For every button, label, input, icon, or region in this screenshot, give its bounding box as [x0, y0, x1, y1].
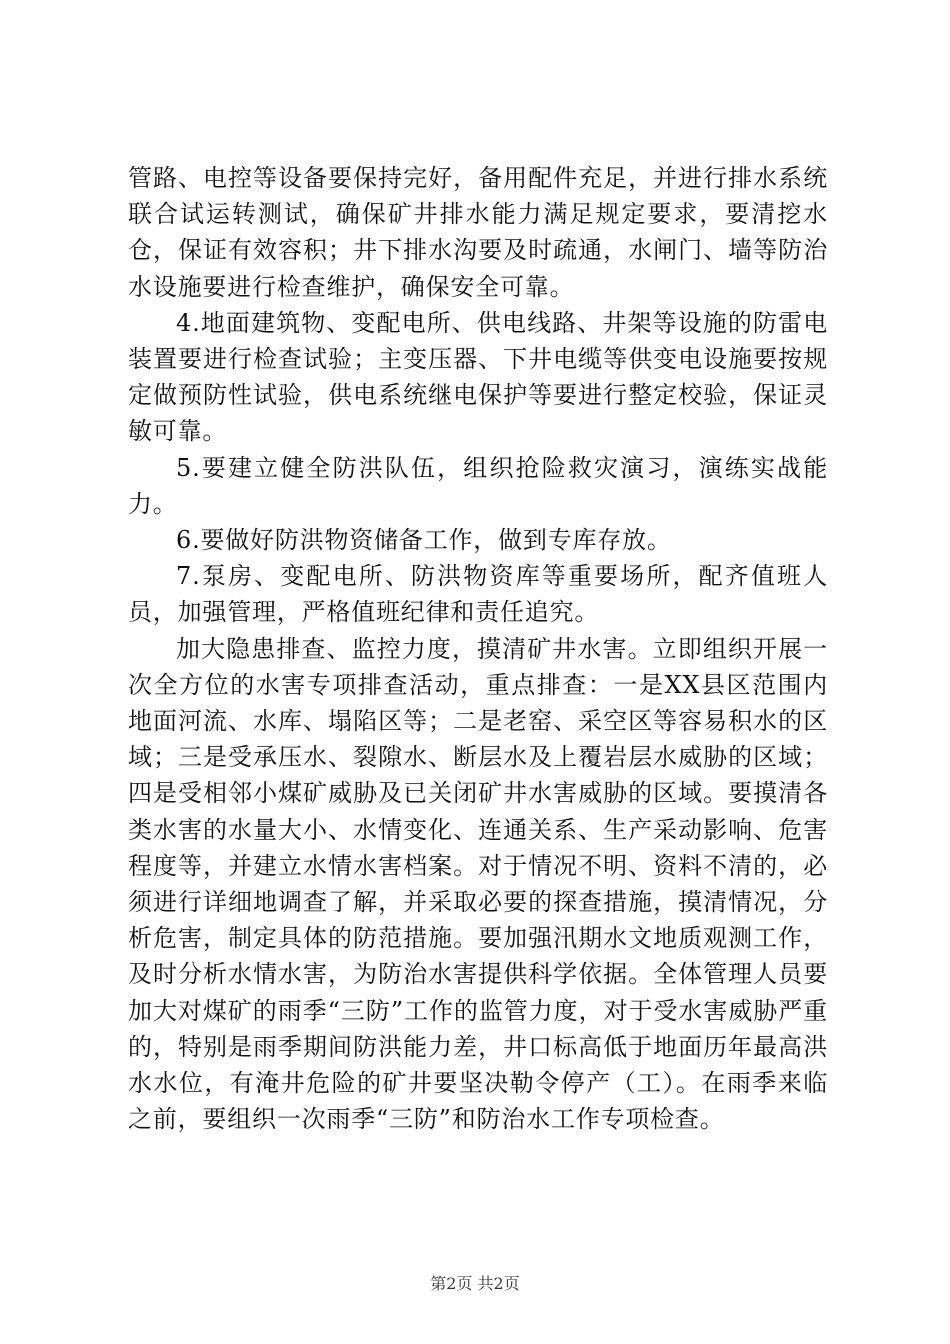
page-footer — [0, 1271, 950, 1294]
paragraph-hazard-inspection: 加大隐患排查、监控力度，摸清矿井水害。立即组织开展一次全方位的水害专项排查活动，重点排查：一是XX县区范围内地面河流、水库、塌陷区等；二是老窑、采空区等容易积水的区域；三是受承压水、裂隙水、断层水及上覆岩层水威胁的区域；四是受相邻小煤矿威胁及已关闭矿井水害威胁的区域。要摸清各类水害的水量大小、水情变化、连通关系、生产采动影响、危害程度等，并建立水情水害档案。对于情况不明、资料不清的，必须进行详细地调查了解，并采取必要的探查措施，摸清情况，分析危害，制定具体的防范措施。要加强汛期水文地质观测工作，及时分析水情水害，为防治水害提供科学依据。全体管理人员要加大对煤矿的雨季“三防”工作的监管力度，对于受水害威胁严重的，特别是雨季期间防洪能力差，井口标高低于地面历年最高洪水水位，有淹井危险的矿井要坚决勒令停产（工）。在雨季来临之前，要组织一次雨季“三防”和防治水工作专项检查。 — [128, 634, 828, 1134]
paragraph-item-5: 5.要建立健全防洪队伍，组织抢险救灾演习，演练实战能力。 — [128, 453, 828, 518]
paragraph-item-7: 7.泵房、变配电所、防洪物资库等重要场所，配齐值班人员，加强管理，严格值班纪律和责任追究。 — [128, 562, 828, 627]
page-number-label: 第2页 共2页 — [430, 1274, 520, 1293]
document-body — [128, 160, 828, 1137]
paragraph-item-4: 4.地面建筑物、变配电所、供电线路、井架等设施的防雷电装置要进行检查试验；主变压器、下井电缆等供变电设施要按规定做预防性试验，供电系统继电保护等要进行整定校验，保证灵敏可靠。 — [128, 308, 828, 446]
paragraph-item-6: 6.要做好防洪物资储备工作，做到专库存放。 — [176, 526, 672, 555]
paragraph-continued: 管路、电控等设备要保持完好，备用配件充足，并进行排水系统联合试运转测试，确保矿井排水能力满足规定要求，要清挖水仓，保证有效容积；井下排水沟要及时疏通，水闸门、墙等防治水设施要进行检查维护，确保安全可靠。 — [128, 164, 828, 301]
